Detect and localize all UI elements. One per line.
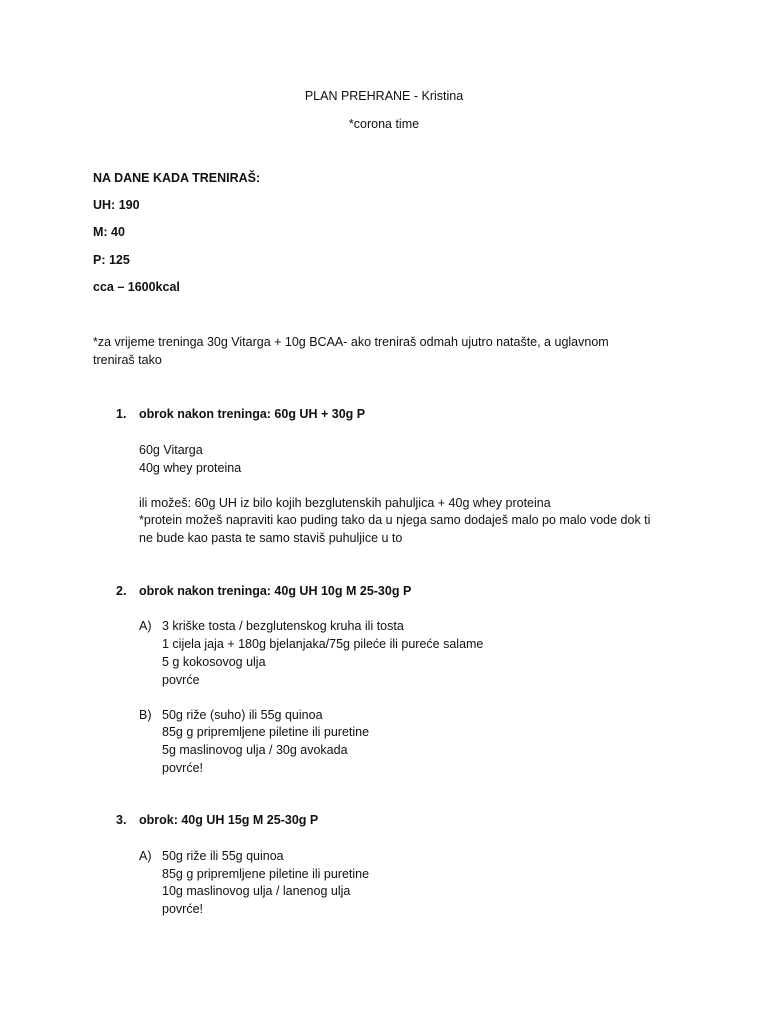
meal-2-option-b-line: 5g maslinovog ulja / 30g avokada bbox=[162, 743, 348, 757]
meal-1-alternative: ili možeš: 60g UH iz bilo kojih bezglutenskih pahuljica + 40g whey proteina bbox=[139, 496, 551, 510]
meal-3-option-a-line: 10g maslinovog ulja / lanenog ulja bbox=[162, 884, 351, 898]
meal-2-option-b-letter: B) bbox=[139, 708, 152, 722]
meal-1-heading: obrok nakon treninga: 60g UH + 30g P bbox=[139, 407, 366, 421]
meal-3-option-a-line: povrće! bbox=[162, 902, 203, 916]
meal-2-option-b-line: 85g g pripremljene piletine ili puretine bbox=[162, 725, 370, 739]
document-subtitle: *corona time bbox=[348, 117, 420, 131]
macro-m: M: 40 bbox=[93, 225, 125, 239]
meal-1-item: 40g whey proteina bbox=[139, 461, 242, 475]
meal-2-option-a-line: 3 kriške tosta / bezglutenskog kruha ili tosta bbox=[162, 619, 404, 633]
document-title: PLAN PREHRANE - Kristina bbox=[304, 89, 464, 103]
meal-3-heading: obrok: 40g UH 15g M 25-30g P bbox=[139, 813, 319, 827]
meal-1-note-line-2: ne bude kao pasta te samo staviš puhuljice u to bbox=[139, 531, 403, 545]
training-note-line-1: *za vrijeme treninga 30g Vitarga + 10g BCAA- ako treniraš odmah ujutro natašte, a uglavnom bbox=[93, 335, 609, 349]
macro-p: P: 125 bbox=[93, 253, 130, 267]
meal-2-option-a-line: 1 cijela jaja + 180g bjelanjaka/75g pileće ili pureće salame bbox=[162, 637, 484, 651]
macro-uh: UH: 190 bbox=[93, 198, 140, 212]
meal-1-note-line-1: *protein možeš napraviti kao puding tako da u njega samo dodaješ malo po malo vode dok ti bbox=[139, 513, 651, 527]
training-days-heading: NA DANE KADA TRENIRAŠ: bbox=[93, 171, 261, 185]
meal-2-option-b-line: 50g riže (suho) ili 55g quinoa bbox=[162, 708, 323, 722]
meal-3-option-a-line: 85g g pripremljene piletine ili puretine bbox=[162, 867, 370, 881]
meal-2-heading: obrok nakon treninga: 40g UH 10g M 25-30g P bbox=[139, 584, 412, 598]
meal-2-option-a-line: 5 g kokosovog ulja bbox=[162, 655, 266, 669]
meal-2-option-b-line: povrće! bbox=[162, 761, 203, 775]
meal-3-number: 3. bbox=[116, 813, 127, 827]
meal-3-option-a-letter: A) bbox=[139, 849, 152, 863]
training-note-line-2: treniraš tako bbox=[93, 353, 162, 367]
meal-1-item: 60g Vitarga bbox=[139, 443, 203, 457]
meal-2-number: 2. bbox=[116, 584, 127, 598]
meal-1-number: 1. bbox=[116, 407, 127, 421]
meal-3-option-a-line: 50g riže ili 55g quinoa bbox=[162, 849, 284, 863]
calories: cca – 1600kcal bbox=[93, 280, 180, 294]
meal-2-option-a-letter: A) bbox=[139, 619, 152, 633]
meal-2-option-a-line: povrće bbox=[162, 673, 200, 687]
